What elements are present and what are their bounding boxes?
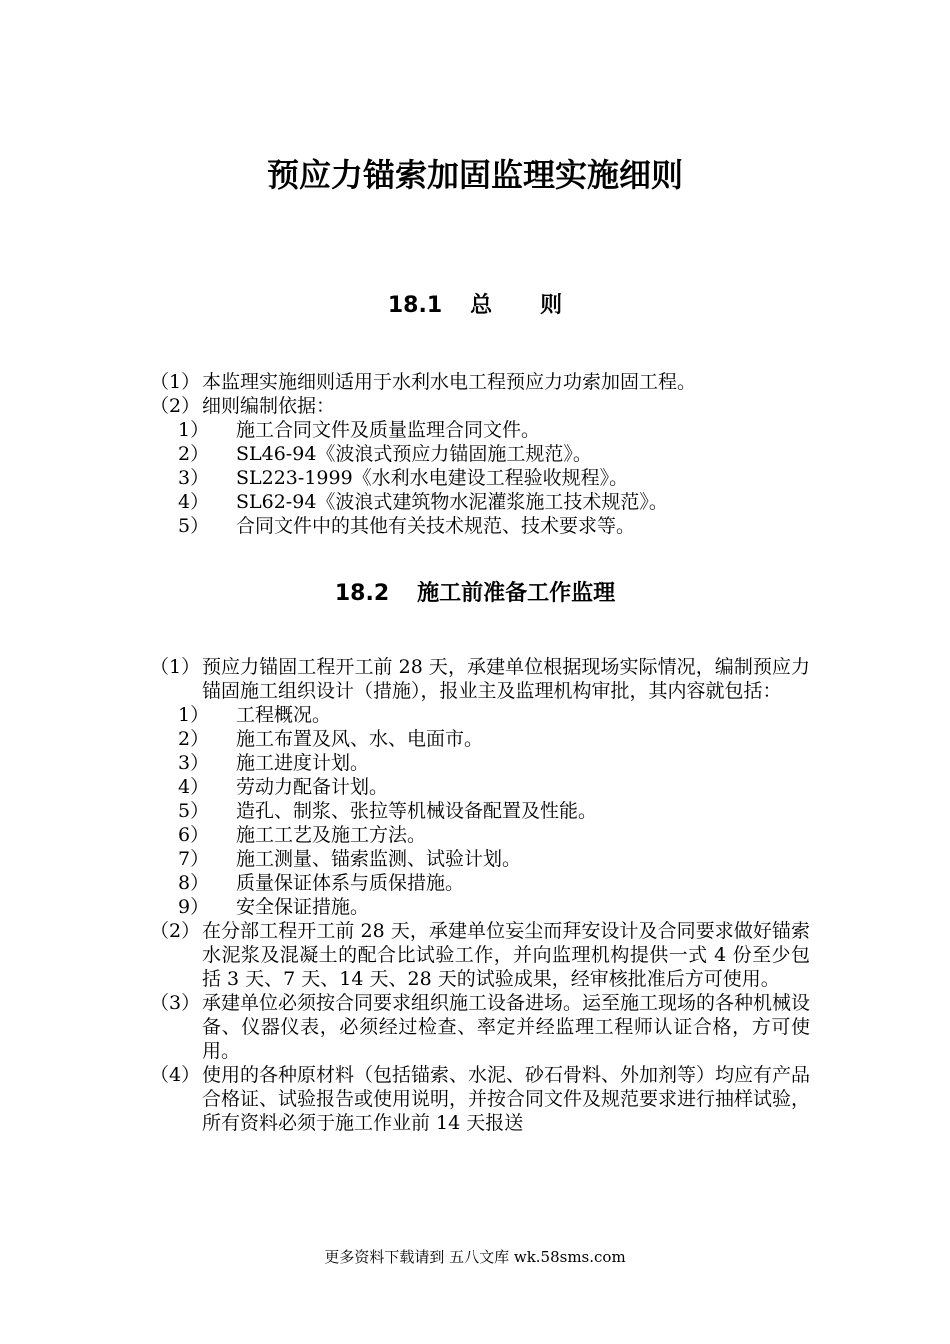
section-heading-preparation xyxy=(0,576,950,607)
list-item-number: 2） xyxy=(178,443,210,465)
list-item xyxy=(150,514,810,538)
paragraph-number: （2） xyxy=(150,395,201,417)
list-item xyxy=(150,775,810,799)
paragraph xyxy=(150,919,810,991)
paragraph-number: （4） xyxy=(150,1064,201,1086)
list-item-number: 2） xyxy=(178,728,210,750)
paragraph-number: （3） xyxy=(150,992,201,1014)
list-item xyxy=(150,442,810,466)
list-item-text: 工程概况。 xyxy=(236,704,332,726)
section-title-char: 总 xyxy=(470,293,493,318)
list-item-number: 3） xyxy=(178,467,210,489)
section-body-preparation xyxy=(150,655,810,1135)
paragraph-text: 细则编制依据： xyxy=(202,395,336,417)
paragraph-number: （1） xyxy=(150,371,201,393)
list-item xyxy=(150,727,810,751)
section-title: 施工前准备工作监理 xyxy=(417,581,616,606)
paragraph-text: 使用的各种原材料（包括锚索、水泥、砂石骨料、外加剂等）均应有产品合格证、试验报告或使用说明，并按合同文件及规范要求进行抽样试验，所有资料必须于施工作业前 14 天报送 xyxy=(202,1064,811,1134)
list-item-text: 施工进度计划。 xyxy=(236,752,370,774)
paragraph xyxy=(150,991,810,1063)
list-item-number: 1） xyxy=(178,419,210,441)
section-body-general xyxy=(150,370,810,538)
paragraph xyxy=(150,1063,810,1135)
paragraph-number: （2） xyxy=(150,920,201,942)
list-item-number: 8） xyxy=(178,872,210,894)
page-footer: 更多资料下载请到 五八文库 wk.58sms.com xyxy=(324,1248,626,1266)
list-item xyxy=(150,823,810,847)
list-item-text: 劳动力配备计划。 xyxy=(236,776,389,798)
paragraph-text: 预应力锚固工程开工前 28 天，承建单位根据现场实际情况，编制预应力锚固施工组织设计（措施），报业主及监理机构审批，其内容就包括： xyxy=(202,656,810,702)
paragraph-number: （1） xyxy=(150,656,201,678)
list-item-text: 施工工艺及施工方法。 xyxy=(236,824,427,846)
document-title: 预应力锚索加固监理实施细则 xyxy=(266,156,683,194)
list-item xyxy=(150,799,810,823)
list-item-text: 安全保证措施。 xyxy=(236,896,370,918)
list-item xyxy=(150,466,810,490)
list-item xyxy=(150,847,810,871)
list-item-number: 9） xyxy=(178,896,210,918)
list-item-text: 施工测量、锚索监测、试验计划。 xyxy=(236,848,522,870)
list-item-text: 施工布置及风、水、电面市。 xyxy=(236,728,484,750)
paragraph-text: 在分部工程开工前 28 天，承建单位妄尘而拜安设计及合同要求做好锚索水泥浆及混凝土的配合比试验工作，并向监理机构提供一式 4 份至少包括 3 天、7 天、14 天、28 天的试验成果，经审核批准后方可使用。 xyxy=(202,920,810,990)
list-item-number: 5） xyxy=(178,800,210,822)
list-item-text: 施工合同文件及质量监理合同文件。 xyxy=(236,419,541,441)
list-item-text: 质量保证体系与质保措施。 xyxy=(236,872,465,894)
list-item-number: 4） xyxy=(178,491,210,513)
section-number: 18.1 xyxy=(387,293,443,318)
list-item-number: 4） xyxy=(178,776,210,798)
list-item-number: 7） xyxy=(178,848,210,870)
list-item xyxy=(150,751,810,775)
paragraph xyxy=(150,370,810,394)
section-heading-general xyxy=(0,288,950,319)
list-item xyxy=(150,703,810,727)
paragraph-text: 承建单位必须按合同要求组织施工设备进场。运至施工现场的各种机械设备、仪器仪表，必须经过检查、率定并经监理工程师认证合格，方可使用。 xyxy=(202,992,811,1062)
section-title-char: 则 xyxy=(540,293,563,318)
list-item-text: 合同文件中的其他有关技术规范、技术要求等。 xyxy=(236,515,636,537)
list-item xyxy=(150,490,810,514)
list-item-number: 3） xyxy=(178,752,210,774)
list-item-text: SL62-94《波浪式建筑物水泥灌浆施工技术规范》。 xyxy=(236,491,668,513)
list-item-text: SL46-94《波浪式预应力锚固施工规范》。 xyxy=(236,443,592,465)
list-item xyxy=(150,895,810,919)
list-item-number: 6） xyxy=(178,824,210,846)
list-item-number: 5） xyxy=(178,515,210,537)
paragraph-text: 本监理实施细则适用于水利水电工程预应力功索加固工程。 xyxy=(202,371,697,393)
list-item xyxy=(150,418,810,442)
list-item-text: SL223-1999《水利水电建设工程验收规程》。 xyxy=(236,467,629,489)
paragraph xyxy=(150,655,810,703)
list-item xyxy=(150,871,810,895)
list-item-number: 1） xyxy=(178,704,210,726)
paragraph xyxy=(150,394,810,418)
list-item-text: 造孔、制浆、张拉等机械设备配置及性能。 xyxy=(236,800,598,822)
section-number: 18.2 xyxy=(334,581,390,606)
